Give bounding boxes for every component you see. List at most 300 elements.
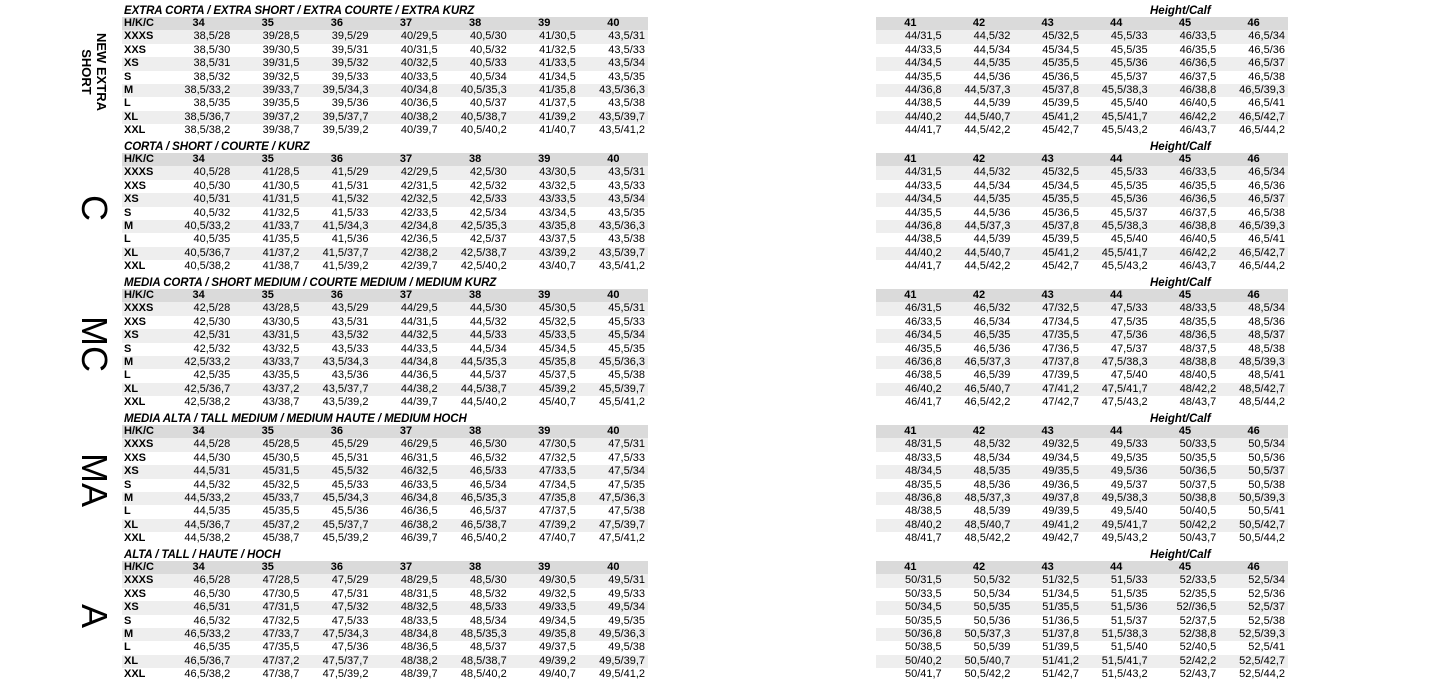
- section-title: CORTA / SHORT / COURTE / KURZ: [124, 141, 310, 153]
- table-cell: 47,5/35: [608, 478, 645, 491]
- table-cell: 44,5/33: [441, 329, 510, 342]
- table-row: [876, 519, 1288, 532]
- table-cell: 44,5/38,7: [441, 383, 510, 396]
- table-cell: 49,5/38,3: [1082, 492, 1151, 505]
- table-cell: 39/35,5: [262, 97, 300, 110]
- table-cell: 40/29,5: [371, 30, 440, 43]
- table-cell: 39,5/31: [331, 43, 369, 56]
- table-cell: 47/38,7: [262, 668, 300, 681]
- section-side-label: [68, 4, 120, 140]
- table-cell: 44/38,5: [904, 233, 942, 246]
- section-side-label: [68, 276, 120, 412]
- table-cell: 48,5/38: [1248, 342, 1285, 355]
- row-size-label: XXS: [124, 587, 147, 600]
- table-cell: 52/33,5: [1151, 574, 1220, 587]
- table-cell: 44,5/31: [164, 465, 233, 478]
- table-cell: 46/34,8: [371, 492, 440, 505]
- header-size-37: 37: [371, 561, 440, 574]
- table-cell: 48,5/40,7: [945, 519, 1014, 532]
- header-size-35: 35: [233, 153, 302, 166]
- header-size-39: 39: [510, 17, 579, 30]
- table-cell: 46,5/36: [973, 342, 1011, 355]
- table-cell: 49,5/31: [579, 574, 648, 587]
- table-row: [876, 166, 1288, 179]
- table-cell: 44,5/40,7: [945, 111, 1014, 124]
- table-cell: 47/35,5: [1013, 329, 1082, 342]
- table-row: [876, 111, 1288, 124]
- header-size-38: 38: [441, 17, 510, 30]
- table-cell: 48/34,8: [371, 628, 440, 641]
- table-cell: 50/33,5: [1151, 438, 1220, 451]
- table-header-row: [876, 153, 1288, 166]
- table-row: [876, 615, 1288, 628]
- header-size-46: 46: [1219, 289, 1288, 302]
- table-row: [122, 519, 648, 532]
- table-cell: 51,5/35: [1110, 587, 1148, 600]
- row-size-label: XS: [122, 465, 164, 478]
- table-row: [122, 71, 648, 84]
- header-size-37: 37: [371, 289, 440, 302]
- table-cell: 43,5/31: [579, 30, 648, 43]
- table-cell: 42,5/36,7: [164, 383, 233, 396]
- table-cell: 42,5/28: [164, 302, 233, 315]
- height-calf-title: Height/Calf: [1150, 277, 1211, 289]
- table-cell: 46,5/38,7: [441, 519, 510, 532]
- table-cell: 38,5/31: [164, 57, 233, 70]
- table-cell: 48,5/35,3: [441, 628, 510, 641]
- table-cell: 47,5/31: [579, 438, 648, 451]
- table-cell: 41,5/39,2: [322, 260, 369, 273]
- row-size-label: XXL: [124, 124, 146, 137]
- table-cell: 49/40,7: [539, 668, 576, 681]
- table-cell: 43,5/41,2: [599, 124, 645, 137]
- table-row: [876, 383, 1288, 396]
- table-cell: 43,5/33: [608, 179, 645, 192]
- row-size-label: S: [124, 206, 132, 219]
- table-cell: 46/38,8: [1151, 84, 1220, 97]
- table-cell: 40/32,5: [371, 57, 440, 70]
- table-cell: 43/39,2: [510, 247, 579, 260]
- table-cell: 39/31,5: [233, 57, 302, 70]
- table-cell: 47/37,8: [1013, 356, 1082, 369]
- table-cell: 44/36,5: [400, 369, 438, 382]
- table-row: [122, 111, 648, 124]
- table-cell: 46/43,7: [1179, 260, 1217, 273]
- table-cell: 50/37,5: [1179, 478, 1217, 491]
- table-cell: 49/37,5: [539, 641, 576, 654]
- header-size-44: 44: [1082, 17, 1151, 30]
- table-row: [876, 356, 1288, 369]
- table-cell: 46,5/35: [945, 329, 1014, 342]
- height-calf-title: Height/Calf: [1150, 5, 1211, 17]
- header-size-39: 39: [510, 289, 579, 302]
- table-cell: 46/41,7: [904, 396, 942, 409]
- table-cell: 41/32,5: [539, 43, 576, 56]
- header-size-35: 35: [233, 425, 302, 438]
- table-cell: 41,5/37,7: [302, 247, 371, 260]
- table-cell: 46,5/30: [193, 587, 231, 600]
- table-cell: 52,5/39,3: [1219, 628, 1288, 641]
- header-size-41: 41: [876, 153, 945, 166]
- table-cell: 44,5/35,3: [441, 356, 510, 369]
- table-cell: 41/34,5: [539, 70, 576, 83]
- table-cell: 46,5/37,3: [945, 356, 1014, 369]
- table-cell: 42,5/35: [193, 369, 231, 382]
- table-cell: 45/34,5: [1042, 179, 1079, 192]
- table-cell: 45/39,2: [510, 383, 579, 396]
- table-cell: 48,5/44,2: [1239, 396, 1285, 409]
- header-size-40: 40: [579, 289, 648, 302]
- table-cell: 41/32,5: [262, 206, 300, 219]
- table-row: [876, 44, 1288, 57]
- header-size-col: H/K/C: [122, 17, 164, 30]
- table-cell: 43/35,8: [510, 220, 579, 233]
- table-cell: 40/34,8: [371, 84, 440, 97]
- table-cell: 47/40,7: [539, 532, 576, 545]
- table-cell: 46/33,5: [904, 315, 942, 328]
- table-cell: 43,5/33: [608, 43, 645, 56]
- header-size-44: 44: [1082, 425, 1151, 438]
- header-size-36: 36: [302, 425, 371, 438]
- table-cell: 44/40,2: [876, 111, 945, 124]
- table-cell: 45,5/33: [331, 478, 369, 491]
- header-size-39: 39: [510, 561, 579, 574]
- table-cell: 49,5/36: [1082, 465, 1151, 478]
- table-cell: 48/43,7: [1179, 396, 1217, 409]
- table-cell: 49/36,5: [1042, 478, 1079, 491]
- table-cell: 40,5/38,2: [184, 260, 231, 273]
- table-cell: 41/40,7: [539, 124, 576, 137]
- table-cell: 49/33,5: [510, 601, 579, 614]
- table-cell: 44/33,5: [904, 179, 942, 192]
- table-cell: 48,5/36: [973, 478, 1011, 491]
- right-size-table: [876, 425, 1288, 546]
- table-cell: 43/32,5: [262, 342, 300, 355]
- table-header-row: [122, 425, 648, 438]
- table-cell: 51,5/40: [1110, 641, 1148, 654]
- table-row: [122, 97, 648, 110]
- row-size-label: L: [124, 97, 131, 110]
- row-size-label: XS: [122, 601, 164, 614]
- header-size-44: 44: [1082, 153, 1151, 166]
- row-size-label: XL: [122, 383, 164, 396]
- side-label-text: A: [73, 603, 115, 629]
- table-cell: 50,5/36: [973, 614, 1011, 627]
- table-row: [122, 479, 648, 492]
- table-row: [876, 668, 1288, 681]
- table-cell: 46,5/32: [193, 614, 231, 627]
- table-cell: 46/35,5: [1179, 43, 1217, 56]
- header-size-37: 37: [371, 17, 440, 30]
- header-size-45: 45: [1151, 289, 1220, 302]
- row-size-label: XXS: [124, 179, 147, 192]
- table-cell: 43/28,5: [233, 302, 302, 315]
- height-calf-title: Height/Calf: [1150, 413, 1211, 425]
- table-row: [122, 492, 648, 505]
- header-size-35: 35: [233, 17, 302, 30]
- table-row: [876, 588, 1288, 601]
- table-header-row: [876, 425, 1288, 438]
- table-header-row: [876, 17, 1288, 30]
- table-cell: 45,5/35: [1110, 43, 1148, 56]
- table-cell: 52/37,5: [1179, 614, 1217, 627]
- table-cell: 44/33,5: [904, 43, 942, 56]
- table-cell: 41/37,5: [539, 97, 576, 110]
- table-cell: 44/39,7: [400, 396, 438, 409]
- table-cell: 49,5/38: [608, 641, 645, 654]
- table-cell: 46,5/33: [441, 465, 510, 478]
- table-cell: 47/39,5: [1042, 369, 1079, 382]
- table-cell: 45/30,5: [510, 302, 579, 315]
- table-cell: 38,5/38,2: [184, 124, 231, 137]
- table-cell: 44,5/33,2: [164, 492, 233, 505]
- header-size-42: 42: [945, 561, 1014, 574]
- header-size-43: 43: [1013, 561, 1082, 574]
- table-cell: 52//36,5: [1151, 601, 1220, 614]
- table-row: [876, 316, 1288, 329]
- row-size-label: L: [124, 505, 131, 518]
- table-cell: 43/37,5: [539, 233, 576, 246]
- table-cell: 46,5/39,3: [1219, 84, 1288, 97]
- table-cell: 44,5/28: [164, 438, 233, 451]
- table-cell: 52,5/38: [1248, 614, 1285, 627]
- table-cell: 46/40,2: [876, 383, 945, 396]
- table-cell: 46,5/40,7: [945, 383, 1014, 396]
- height-calf-title: Height/Calf: [1150, 141, 1211, 153]
- table-cell: 47/33,7: [233, 628, 302, 641]
- table-cell: 44,5/36,7: [164, 519, 233, 532]
- table-cell: 50,5/39: [973, 641, 1011, 654]
- left-size-table: [122, 561, 648, 682]
- table-cell: 40,5/33: [441, 57, 510, 70]
- table-cell: 38,5/33,2: [164, 84, 233, 97]
- table-cell: 46,5/37: [470, 505, 507, 518]
- table-cell: 39,5/37,7: [302, 111, 371, 124]
- table-cell: 44,5/32: [193, 478, 231, 491]
- table-cell: 51,5/38,3: [1082, 628, 1151, 641]
- table-cell: 49/35,8: [510, 628, 579, 641]
- table-cell: 46,5/38: [1248, 70, 1285, 83]
- table-cell: 47,5/43,2: [1101, 396, 1148, 409]
- table-row: [876, 233, 1288, 246]
- table-cell: 49/39,2: [510, 655, 579, 668]
- table-cell: 45,5/37: [1110, 70, 1148, 83]
- table-cell: 43,5/36,3: [579, 220, 648, 233]
- table-cell: 40,5/35: [193, 233, 231, 246]
- table-cell: 43,5/38: [608, 97, 645, 110]
- table-cell: 50,5/44,2: [1239, 532, 1285, 545]
- header-size-40: 40: [579, 153, 648, 166]
- section-title: ALTA / TALL / HAUTE / HOCH: [124, 549, 281, 561]
- table-cell: 44/38,2: [371, 383, 440, 396]
- table-cell: 45,5/33: [1082, 30, 1151, 43]
- table-cell: 45/32,5: [1013, 166, 1082, 179]
- table-cell: 42/29,5: [371, 166, 440, 179]
- side-label-text: MC: [74, 316, 115, 372]
- table-cell: 44,5/35: [193, 505, 231, 518]
- table-cell: 47,5/32: [302, 601, 371, 614]
- table-row: [122, 180, 648, 193]
- table-cell: 40,5/35,3: [441, 84, 510, 97]
- table-cell: 48/42,2: [1151, 383, 1220, 396]
- table-cell: 45,5/38: [608, 369, 645, 382]
- table-cell: 40,5/36,7: [164, 247, 233, 260]
- table-cell: 48/36,5: [1151, 329, 1220, 342]
- table-cell: 47,5/33: [331, 614, 369, 627]
- table-cell: 40,5/38,7: [441, 111, 510, 124]
- table-cell: 46/36,8: [876, 356, 945, 369]
- table-cell: 46/32,5: [371, 465, 440, 478]
- table-cell: 42,5/33: [441, 193, 510, 206]
- table-cell: 45/32,5: [1013, 30, 1082, 43]
- table-cell: 42,5/32: [193, 342, 231, 355]
- table-cell: 50/40,2: [876, 655, 945, 668]
- table-cell: 45,5/41,2: [599, 396, 645, 409]
- table-cell: 52,5/36: [1248, 587, 1285, 600]
- table-cell: 42,5/30: [193, 315, 231, 328]
- left-size-table: [122, 289, 648, 410]
- table-cell: 48,5/36: [1248, 315, 1285, 328]
- table-cell: 45/37,8: [1013, 220, 1082, 233]
- table-cell: 50/35,5: [904, 614, 942, 627]
- table-cell: 48/39,7: [400, 668, 438, 681]
- table-cell: 49/42,7: [1042, 532, 1079, 545]
- table-cell: 49,5/36,3: [579, 628, 648, 641]
- table-row: [122, 532, 648, 545]
- table-cell: 46,5/36: [1248, 43, 1285, 56]
- table-cell: 48/32,5: [371, 601, 440, 614]
- table-cell: 49,5/35: [608, 614, 645, 627]
- row-size-label: XL: [122, 247, 164, 260]
- table-cell: 44,5/34: [470, 342, 507, 355]
- table-cell: 49,5/34: [579, 601, 648, 614]
- table-cell: 40,5/40,2: [460, 124, 507, 137]
- table-cell: 44,5/38,2: [184, 532, 231, 545]
- table-cell: 42,5/38,2: [184, 396, 231, 409]
- table-row: [122, 220, 648, 233]
- table-cell: 51,5/36: [1082, 601, 1151, 614]
- table-cell: 52,5/34: [1219, 574, 1288, 587]
- table-cell: 44/41,7: [904, 124, 942, 137]
- table-cell: 47,5/38,3: [1082, 356, 1151, 369]
- table-cell: 44,5/42,2: [964, 260, 1011, 273]
- table-cell: 46/39,7: [400, 532, 438, 545]
- section-side-label: [68, 412, 120, 548]
- row-size-label: M: [122, 492, 164, 505]
- table-cell: 45,5/31: [331, 451, 369, 464]
- table-cell: 44,5/42,2: [964, 124, 1011, 137]
- table-cell: 43,5/39,7: [579, 111, 648, 124]
- row-size-label: XXL: [124, 668, 146, 681]
- table-cell: 43,5/39,2: [322, 396, 369, 409]
- right-size-table: [876, 153, 1288, 274]
- table-cell: 43/40,7: [539, 260, 576, 273]
- table-cell: 52,5/41: [1248, 641, 1285, 654]
- header-size-36: 36: [302, 289, 371, 302]
- side-label-text: C: [74, 195, 115, 221]
- table-cell: 46/33,5: [400, 478, 438, 491]
- table-cell: 47/33,5: [510, 465, 579, 478]
- table-cell: 49/30,5: [510, 574, 579, 587]
- table-cell: 43,5/37,7: [302, 383, 371, 396]
- table-cell: 48,5/32: [470, 587, 507, 600]
- table-cell: 44/31,5: [876, 30, 945, 43]
- table-cell: 47/34,5: [539, 478, 576, 491]
- table-cell: 43/33,7: [233, 356, 302, 369]
- table-cell: 46,5/42,7: [1219, 247, 1288, 260]
- table-cell: 52/35,5: [1179, 587, 1217, 600]
- table-row: [122, 166, 648, 179]
- table-cell: 47/30,5: [262, 587, 300, 600]
- table-cell: 45/36,5: [1042, 70, 1079, 83]
- row-size-label: XXXS: [122, 302, 164, 315]
- table-cell: 50/35,5: [1179, 451, 1217, 464]
- table-cell: 48,5/32: [945, 438, 1014, 451]
- table-row: [122, 260, 648, 273]
- table-cell: 40/39,7: [400, 124, 438, 137]
- table-cell: 48,5/33: [441, 601, 510, 614]
- table-cell: 43/33,5: [510, 193, 579, 206]
- table-row: [876, 492, 1288, 505]
- table-cell: 43/38,7: [262, 396, 300, 409]
- table-cell: 47,5/29: [302, 574, 371, 587]
- table-cell: 52/40,5: [1179, 641, 1217, 654]
- table-cell: 47/32,5: [262, 614, 300, 627]
- table-row: [876, 207, 1288, 220]
- table-cell: 46/38,8: [1151, 220, 1220, 233]
- table-cell: 44/41,7: [904, 260, 942, 273]
- height-calf-title: Height/Calf: [1150, 549, 1211, 561]
- table-cell: 46,5/31: [164, 601, 233, 614]
- table-cell: 47/35,5: [262, 641, 300, 654]
- table-cell: 44,5/32: [945, 166, 1014, 179]
- header-size-40: 40: [579, 425, 648, 438]
- table-cell: 45/39,5: [1042, 97, 1079, 110]
- table-cell: 49,5/37: [1110, 478, 1148, 491]
- table-cell: 45/42,7: [1042, 260, 1079, 273]
- table-header-row: [122, 17, 648, 30]
- table-cell: 45/33,5: [510, 329, 579, 342]
- header-size-35: 35: [233, 561, 302, 574]
- header-size-43: 43: [1013, 153, 1082, 166]
- table-cell: 51/35,5: [1013, 601, 1082, 614]
- table-row: [876, 532, 1288, 545]
- side-label-text: NEW EXTRA SHORT: [79, 33, 109, 111]
- header-size-39: 39: [510, 153, 579, 166]
- table-row: [122, 57, 648, 70]
- table-cell: 41/35,5: [262, 233, 300, 246]
- table-cell: 52,5/44,2: [1239, 668, 1285, 681]
- table-cell: 45,5/34: [579, 329, 648, 342]
- table-cell: 40/36,5: [400, 97, 438, 110]
- table-cell: 46/31,5: [400, 451, 438, 464]
- table-cell: 45/35,5: [1013, 57, 1082, 70]
- table-cell: 45,5/34,3: [302, 492, 371, 505]
- table-cell: 41,5/32: [302, 193, 371, 206]
- table-cell: 42/32,5: [371, 193, 440, 206]
- table-cell: 46,5/30: [441, 438, 510, 451]
- header-size-43: 43: [1013, 17, 1082, 30]
- table-cell: 40/38,2: [371, 111, 440, 124]
- header-size-46: 46: [1219, 561, 1288, 574]
- table-cell: 44/38,5: [904, 97, 942, 110]
- table-cell: 39,5/33: [331, 70, 369, 83]
- table-cell: 43,5/34: [579, 57, 648, 70]
- table-cell: 46,5/32: [470, 451, 507, 464]
- table-cell: 46,5/39: [973, 369, 1011, 382]
- table-cell: 44,5/40,7: [945, 247, 1014, 260]
- header-size-40: 40: [579, 561, 648, 574]
